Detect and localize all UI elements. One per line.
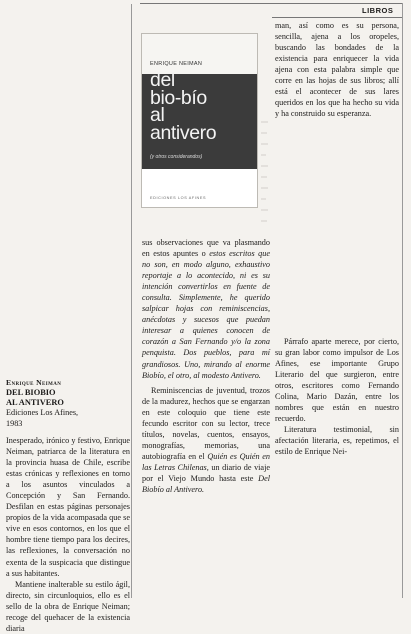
text-run: sus observaciones que va plasmando en estos apuntes o — [142, 238, 270, 259]
column-divider — [131, 4, 132, 598]
cover-top-band — [142, 34, 257, 74]
article-paragraph: Literatura testimonial, sin afectación literaria, es, repetimos, el estilo de Enrique Nei- — [275, 425, 399, 457]
review-title-line: AL ANTIVERO — [6, 398, 64, 407]
header-rule — [140, 3, 402, 4]
review-year: 1983 — [6, 418, 23, 428]
cover-title — [150, 69, 217, 144]
review-publisher: Ediciones Los Afines, — [6, 408, 79, 417]
article-column-right-bottom — [275, 336, 399, 458]
article-paragraph: man, así como es su persona, sencilla, ajena a los oropeles, buscando las bondades de la existencia para enriquecer la vida ajena con esta palabra simple que corre en las hojas de sus libros; allí está el acontecer de sus lares queridos en los que ha hecho su vida y ha construido su esperanza. — [275, 21, 399, 119]
section-label: LIBROS — [362, 6, 394, 15]
text-run: un diario de viaje por el Viejo Mundo hasta este — [142, 462, 270, 483]
review-author: Enrique Neiman — [6, 378, 62, 387]
italic-title: Quién es Quién en las Letras Chilenas, — [142, 451, 270, 472]
article-column-middle — [142, 237, 270, 495]
italic-title: Del Biobío al Antivero. — [142, 473, 270, 495]
cover-title-line: al — [150, 104, 165, 126]
article-paragraph: Inesperado, irónico y festivo, Enrique Neiman, patriarca de la literatura en la provincia huasa de Chile, escribe estas crónicas y reflexiones en torno a los asuntos vinculados a Concepción y San Fernando. Desfilan en estas páginas personajes propios de la vida acompasada que se vive en esos contornos, en los que el hombre tiene tiempo para los decires, las reflexiones, la conversación no exenta de la suspicacia que distingue a sus habitantes. — [6, 436, 130, 578]
book-cover-image — [141, 33, 258, 208]
cover-subtitle: (y otros considerandos) — [150, 154, 203, 160]
cover-publisher: EDICIONES LOS AFINES — [150, 196, 207, 200]
cover-title-line: del — [150, 69, 175, 91]
review-publication-info — [6, 408, 130, 429]
review-book-title — [6, 388, 130, 408]
article-column-left — [6, 378, 130, 634]
article-paragraph: Párrafo aparte merece, por cierto, su gran labor como impulsor de Los Afines, ese importante Grupo Literario del que surgieron, entre otros, escritores como Fernando Colina, Mario Dazán, entre los nombres que están en nuestro recuerdo. — [275, 337, 399, 424]
article-column-right-top — [275, 20, 399, 119]
review-title-line: DEL BIOBIO — [6, 388, 56, 397]
article-paragraph — [142, 237, 270, 381]
show-through-texture — [260, 118, 270, 228]
right-edge-divider — [402, 3, 403, 598]
cover-author: ENRIQUE NEIMAN — [150, 61, 203, 67]
text-run: Reminiscencias de juventud, trozos de la madurez, hechos que se engarzan en este coloquio que tiene este fecundo escritor con su lector, trece títulos, novelas, cuentos, ensayos, monografías, memorias, una autobiografía en el — [142, 385, 270, 461]
quoted-passage: estos escritos que no son, en modo alguno, exhaustivo reportaje a lo acontecido, ni es su intención convertirlos en fuente de consulta. Simplemente, he querido salpicar hojas con reminiscencias, anécdotas y sucesos que puedan interesar a quienes conocen de corazón a San Fernando y/o la zona penquista. Dos pueblos, para mí grandiosos. Uno, mirando al enorme Biobío, el otro, al modesto Antivero. — [142, 249, 270, 380]
header-rule-lower — [272, 17, 402, 18]
cover-title-line: bio-bío — [150, 86, 207, 109]
article-paragraph — [142, 385, 270, 495]
cover-title-line: antivero — [150, 121, 217, 144]
article-paragraph: Mantiene inalterable su estilo ágil, directo, sin circunloquios, ello es el sello de la obra de Enrique Neiman; recoge del quehacer de la existencia diaria — [6, 579, 130, 633]
